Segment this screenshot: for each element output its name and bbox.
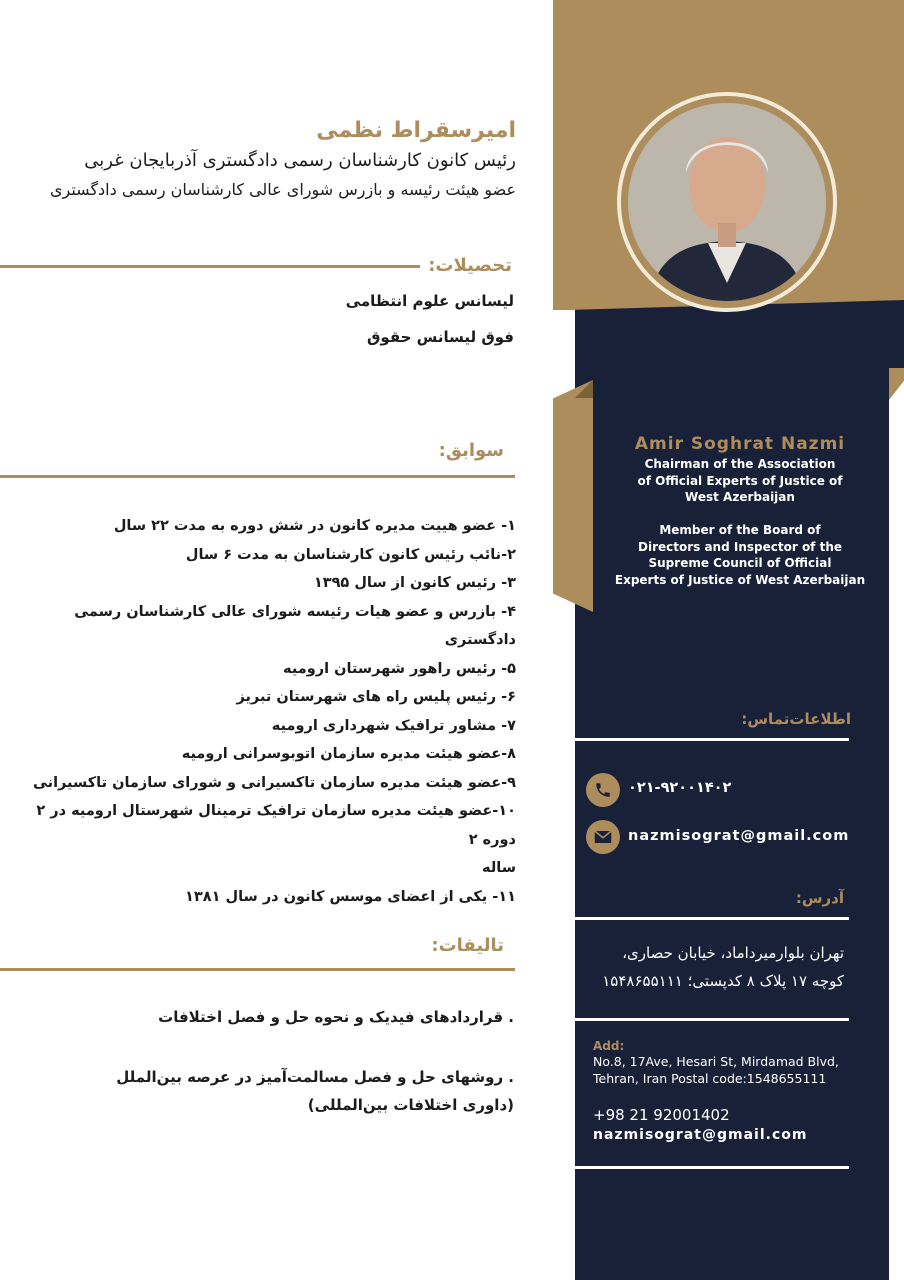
address-rule-bottom — [575, 1018, 849, 1021]
role-en-line: West Azerbaijan — [685, 490, 795, 504]
phone-glyph — [594, 781, 612, 799]
envelope-glyph — [594, 830, 612, 844]
history-item: ۴- بازرس و عضو هیات رئیسه شورای عالی کارشناسان رسمی دادگستری — [74, 603, 516, 648]
history-item: ۹-عضو هیئت مدیره سازمان تاکسیرانی و شورای سازمان تاکسیرانی — [32, 774, 516, 791]
envelope-icon — [586, 820, 620, 854]
publication-item: . قراردادهای فیدیک و نحوه حل و فصل اختلافات — [158, 1008, 514, 1026]
role-en-line: Member of the Board of — [659, 523, 821, 537]
person-title-fa-1: رئیس کانون کارشناسان رسمی دادگستری آذربایجان غربی — [84, 150, 516, 171]
history-list — [16, 512, 516, 911]
history-item: ۱- عضو هییت مدیره کانون در شش دوره به مدت ۲۲ سال — [113, 518, 516, 534]
address-rule — [575, 917, 849, 920]
history-item: ۱۰-عضو هیئت مدیره سازمان ترافیک ترمینال شهرستال ارومیه در ۲ دوره ۲ — [36, 803, 516, 848]
history-item: ۳- رئیس کانون از سال ۱۳۹۵ — [313, 575, 516, 591]
education-item: لیسانس علوم انتظامی — [345, 292, 514, 310]
contact-rule — [575, 738, 849, 741]
role-en-line: Directors and Inspector of the — [638, 539, 842, 554]
education-heading: تحصیلات: — [428, 255, 512, 276]
add-label: Add: — [593, 1039, 625, 1053]
address-en — [593, 1053, 839, 1087]
role-en-chairman — [585, 456, 895, 506]
role-en-line: Supreme Council of Official — [648, 556, 832, 570]
history-item: ۱۱- یکی از اعضای موسس کانون در سال ۱۳۸۱ — [185, 888, 516, 905]
history-rule — [0, 475, 515, 478]
education-item: فوق لیسانس حقوق — [367, 328, 514, 346]
address-line-fa: تهران بلوارمیرداماد، خیابان حصاری، — [622, 944, 844, 962]
publication-item-subline: (داوری اختلافات بین‌المللی) — [307, 1096, 514, 1114]
role-en-line: Chairman of the Association — [644, 457, 836, 471]
email-address[interactable]: nazmisograt@gmail.com — [628, 828, 850, 844]
person-name-en: Amir Soghrat Nazmi — [634, 434, 846, 454]
history-heading: سوابق: — [438, 440, 504, 461]
education-rule — [0, 265, 420, 268]
portrait-illustration — [628, 103, 826, 301]
address-line-fa: کوچه ۱۷ پلاک ۸ کدپستی؛ ۱۵۴۸۶۵۵۱۱۱ — [602, 972, 844, 990]
portrait-photo — [628, 103, 826, 301]
phone-icon — [586, 773, 620, 807]
email-address-en[interactable]: nazmisograt@gmail.com — [593, 1127, 808, 1143]
publication-item: . روشهای حل و فصل مسالمت‌آمیز در عرصه بین‌الملل — [116, 1068, 514, 1086]
contact-heading: اطلاعات‌تماس: — [741, 710, 851, 728]
phone-number-en[interactable]: +98 21 92001402 — [593, 1106, 730, 1124]
history-item: ۶- رئیس پلیس راه های شهرستان تبریز — [236, 689, 516, 705]
person-title-fa-2: عضو هیئت رئیسه و بازرس شورای عالی کارشناسان رسمی دادگستری — [49, 180, 516, 199]
address-en-line: Tehran, Iran Postal code:1548655111 — [593, 1071, 827, 1086]
history-item: ۸-عضو هیئت مدیره سازمان اتوبوسرانی ارومیه — [181, 746, 516, 762]
role-en-line: of Official Experts of Justice of — [637, 473, 843, 488]
phone-number-fa[interactable]: ۰۲۱-۹۲۰۰۱۴۰۲ — [628, 780, 732, 796]
history-item: ۷- مشاور ترافیک شهرداری ارومیه — [271, 717, 516, 734]
gold-ribbon-right — [889, 368, 904, 400]
address-heading: آدرس: — [795, 889, 844, 907]
footer-rule — [575, 1166, 849, 1169]
history-item: ساله — [482, 860, 516, 876]
publications-heading: تالیفات: — [431, 935, 504, 956]
person-name-fa: امیرسقراط نظمی — [316, 118, 516, 143]
role-en-member — [585, 522, 895, 588]
publications-rule — [0, 968, 515, 971]
address-en-line: No.8, 17Ave, Hesari St, Mirdamad Blvd, — [593, 1054, 839, 1069]
history-item: ۵- رئیس راهور شهرستان ارومیه — [283, 660, 516, 677]
role-en-line: Experts of Justice of West Azerbaijan — [614, 572, 866, 587]
history-item: ۲-نائب رئیس کانون کارشناسان به مدت ۶ سال — [185, 546, 516, 563]
